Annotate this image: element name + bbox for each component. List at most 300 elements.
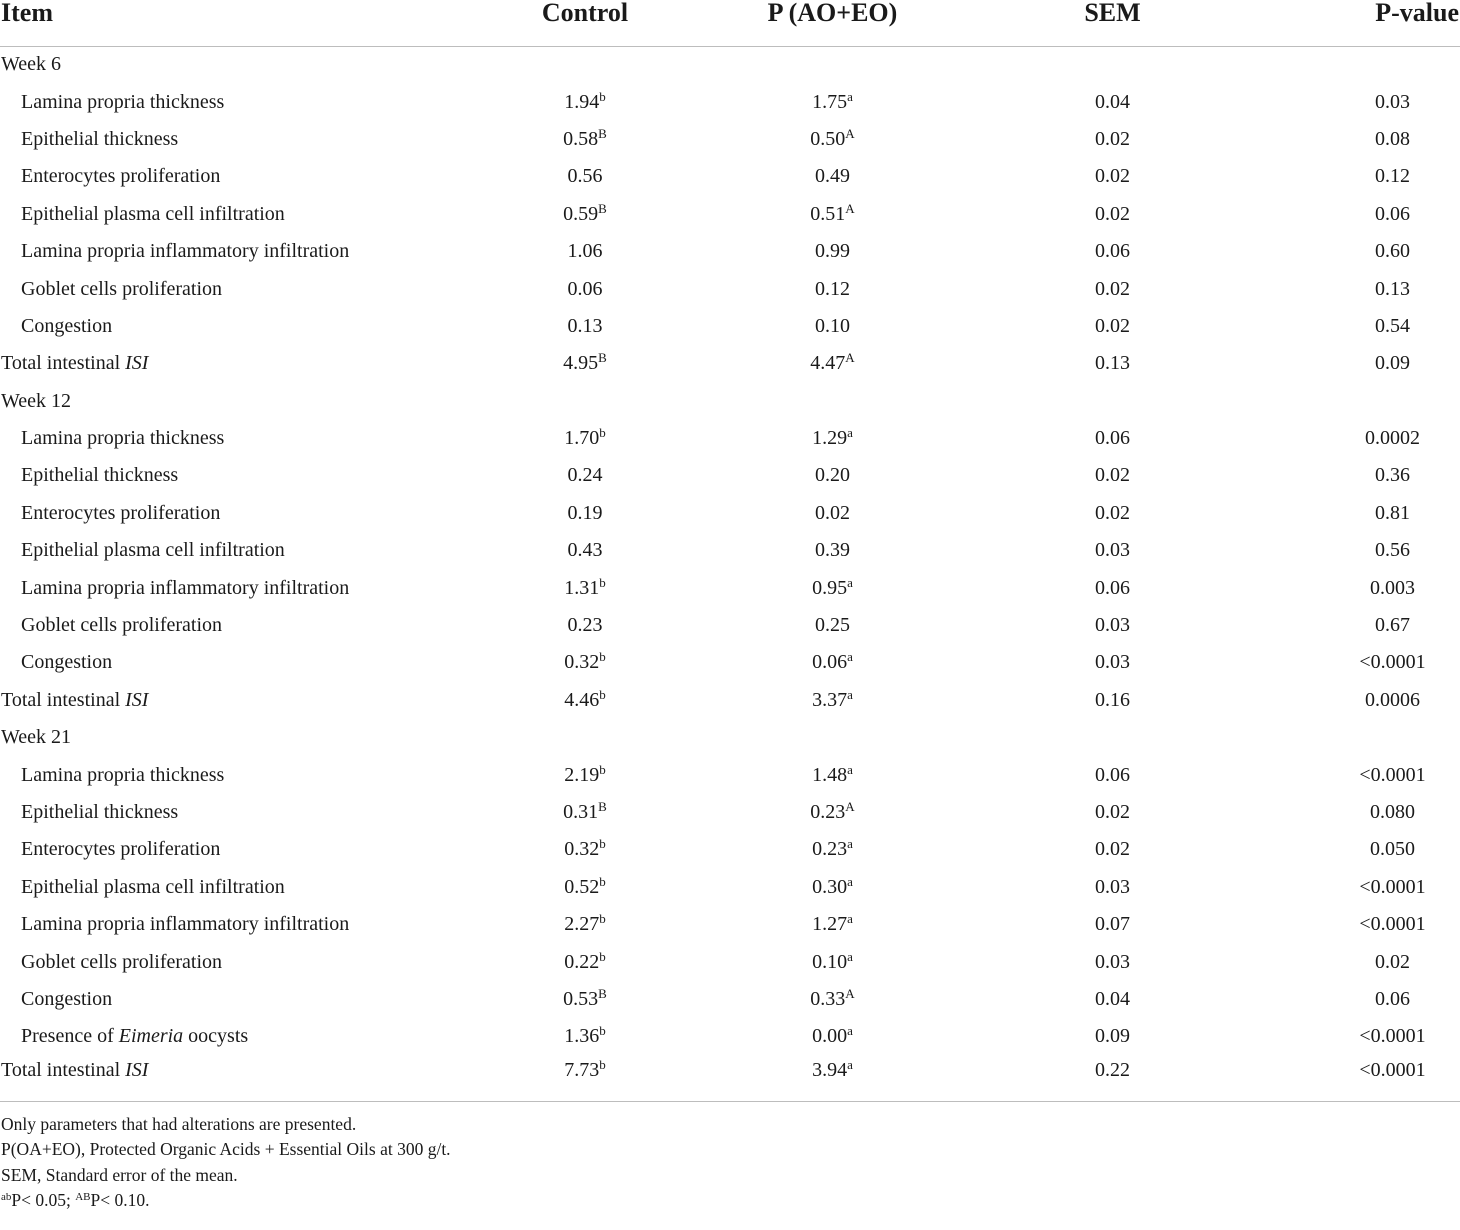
pvalue-value: 0.080 <box>1370 801 1415 823</box>
item-label: Epithelial plasma cell infiltration <box>21 202 285 225</box>
total-label: Total intestinal <box>1 688 121 711</box>
item-label: Congestion <box>21 987 113 1010</box>
sem-cell <box>1040 682 1295 719</box>
item-label: Presence of <box>21 1025 114 1048</box>
treatment-cell <box>745 345 1040 382</box>
footnote-significance <box>1 1188 1460 1214</box>
control-cell-value: 0.23 <box>567 614 603 637</box>
control-cell-superscript: b <box>599 836 606 852</box>
treatment-cell <box>745 532 1040 569</box>
control-cell-superscript: b <box>599 1056 606 1072</box>
pvalue-value: 0.56 <box>1375 539 1410 562</box>
item-cell <box>0 569 455 606</box>
table-row <box>0 308 1460 345</box>
table-row <box>0 644 1460 681</box>
item-cell <box>0 756 455 793</box>
item-label: Lamina propria inflammatory infiltration <box>21 913 350 936</box>
sem-cell <box>1040 121 1295 158</box>
treatment-cell <box>745 121 1040 158</box>
week-label: Week 6 <box>1 53 62 76</box>
pvalue-cell <box>1295 607 1460 644</box>
control-cell <box>455 121 745 158</box>
sem-value: 0.22 <box>1095 1058 1130 1081</box>
item-cell <box>0 495 455 532</box>
pvalue-cell <box>1295 270 1460 307</box>
control-cell-value: 0.32 <box>564 838 600 861</box>
sem-value: 0.02 <box>1095 464 1130 487</box>
control-cell-value: 0.24 <box>567 464 603 487</box>
control-cell <box>455 607 745 644</box>
header-item: Item <box>0 0 455 46</box>
total-label-cell <box>0 345 455 382</box>
control-cell-superscript: b <box>599 761 606 777</box>
treatment-cell <box>745 420 1040 457</box>
total-row <box>0 1056 1460 1093</box>
control-cell-value: 0.58 <box>563 127 599 150</box>
footnote-text: P< 0.05; <box>11 1190 76 1211</box>
item-cell <box>0 308 455 345</box>
header-pvalue: P-value <box>1295 0 1460 46</box>
sem-cell <box>1040 420 1295 457</box>
item-label: Epithelial thickness <box>21 127 179 150</box>
treatment-cell-value: 1.75 <box>812 90 848 113</box>
treatment-cell-superscript: a <box>847 425 853 441</box>
control-cell <box>455 569 745 606</box>
treatment-cell <box>745 1056 1040 1093</box>
control-cell-value: 4.95 <box>563 352 599 375</box>
item-cell <box>0 270 455 307</box>
item-cell <box>0 607 455 644</box>
sem-cell <box>1040 1056 1295 1093</box>
table-row <box>0 83 1460 120</box>
footnote-line: P(OA+EO), Protected Organic Acids + Essential Oils at 300 g/t. <box>1 1139 451 1160</box>
item-label: Epithelial plasma cell infiltration <box>21 875 285 898</box>
pvalue-value: 0.02 <box>1375 950 1410 973</box>
control-cell-value: 1.36 <box>564 1025 600 1048</box>
treatment-cell-value: 0.23 <box>810 801 846 823</box>
treatment-cell <box>745 158 1040 195</box>
item-label: Congestion <box>21 651 113 674</box>
item-label: Goblet cells proliferation <box>21 614 223 637</box>
control-cell-value: 0.52 <box>564 875 600 898</box>
control-cell-superscript: b <box>599 911 606 927</box>
sem-value: 0.06 <box>1095 576 1130 599</box>
sem-cell <box>1040 756 1295 793</box>
sem-value: 0.02 <box>1095 165 1130 188</box>
item-cell <box>0 831 455 868</box>
pvalue-value: <0.0001 <box>1359 763 1426 786</box>
table-row <box>0 869 1460 906</box>
sem-value: 0.04 <box>1095 987 1130 1010</box>
treatment-cell <box>745 756 1040 793</box>
pvalue-value: <0.0001 <box>1359 1058 1426 1081</box>
control-cell-superscript: b <box>599 873 606 889</box>
treatment-cell <box>745 83 1040 120</box>
treatment-cell-superscript: a <box>847 911 853 927</box>
item-cell <box>0 83 455 120</box>
week-label: Week 21 <box>1 726 72 749</box>
control-cell <box>455 196 745 233</box>
pvalue-cell <box>1295 981 1460 1018</box>
control-cell-value: 2.27 <box>564 913 600 936</box>
control-cell-superscript: b <box>599 574 606 590</box>
footnote-text: P< 0.10. <box>90 1190 150 1211</box>
sem-cell <box>1040 569 1295 606</box>
control-cell <box>455 308 745 345</box>
treatment-cell <box>745 607 1040 644</box>
control-cell-value: 1.70 <box>564 427 600 450</box>
sem-value: 0.09 <box>1095 1025 1130 1048</box>
table-row <box>0 1018 1460 1055</box>
sem-cell <box>1040 196 1295 233</box>
control-cell-value: 1.94 <box>564 90 600 113</box>
control-cell <box>455 345 745 382</box>
sem-value: 0.02 <box>1095 314 1130 337</box>
treatment-cell-superscript: a <box>847 686 853 702</box>
item-label: Epithelial thickness <box>21 464 179 487</box>
sem-cell <box>1040 607 1295 644</box>
control-cell <box>455 831 745 868</box>
control-cell-superscript: B <box>598 985 607 1001</box>
treatment-cell-value: 0.33 <box>810 987 846 1010</box>
item-label: Lamina propria inflammatory infiltration <box>21 240 350 263</box>
sem-value: 0.16 <box>1095 688 1130 711</box>
header-control: Control <box>455 0 745 46</box>
pvalue-cell <box>1295 569 1460 606</box>
table-row <box>0 457 1460 494</box>
treatment-cell-superscript: a <box>847 574 853 590</box>
sem-value: 0.07 <box>1095 913 1130 936</box>
control-cell-value: 0.59 <box>563 202 599 225</box>
item-label: Lamina propria thickness <box>21 763 225 786</box>
table-row <box>0 233 1460 270</box>
pvalue-cell <box>1295 906 1460 943</box>
treatment-cell-superscript: a <box>847 873 853 889</box>
header-sem: SEM <box>1040 0 1295 46</box>
control-cell-value: 1.31 <box>564 576 600 599</box>
item-label: Epithelial plasma cell infiltration <box>21 539 285 562</box>
sem-value: 0.03 <box>1095 614 1130 637</box>
treatment-cell-value: 0.49 <box>815 165 850 188</box>
control-cell <box>455 1056 745 1093</box>
item-cell <box>0 532 455 569</box>
treatment-cell-superscript: a <box>847 948 853 964</box>
control-cell <box>455 869 745 906</box>
treatment-cell-superscript: A <box>845 350 855 366</box>
control-cell <box>455 756 745 793</box>
pvalue-value: <0.0001 <box>1359 1025 1426 1048</box>
sem-cell <box>1040 869 1295 906</box>
control-cell-value: 0.32 <box>564 651 600 674</box>
control-cell-superscript: b <box>599 686 606 702</box>
treatment-cell-value: 1.48 <box>812 763 848 786</box>
total-row <box>0 345 1460 382</box>
table-row <box>0 756 1460 793</box>
control-cell-superscript: b <box>599 948 606 964</box>
pvalue-cell <box>1295 532 1460 569</box>
control-cell <box>455 794 745 831</box>
pvalue-value: 0.08 <box>1375 127 1410 150</box>
treatment-cell-superscript: a <box>847 1056 853 1072</box>
treatment-cell <box>745 495 1040 532</box>
control-cell <box>455 420 745 457</box>
pvalue-value: 0.12 <box>1375 165 1410 188</box>
pvalue-cell <box>1295 83 1460 120</box>
sem-value: 0.03 <box>1095 875 1130 898</box>
item-label: Goblet cells proliferation <box>21 277 223 300</box>
table-row <box>0 943 1460 980</box>
item-label: Enterocytes proliferation <box>21 838 221 861</box>
item-label: Goblet cells proliferation <box>21 950 223 973</box>
sem-cell <box>1040 644 1295 681</box>
pvalue-cell <box>1295 308 1460 345</box>
treatment-cell-value: 0.23 <box>812 838 848 861</box>
item-cell <box>0 457 455 494</box>
control-cell-superscript: B <box>598 125 607 141</box>
pvalue-value: 0.06 <box>1375 202 1410 225</box>
pvalue-value: <0.0001 <box>1359 913 1426 936</box>
control-cell-superscript: b <box>599 88 606 104</box>
treatment-cell-value: 3.37 <box>812 688 848 711</box>
item-cell <box>0 981 455 1018</box>
pvalue-cell <box>1295 831 1460 868</box>
item-label: Congestion <box>21 314 113 337</box>
header-treatment: P (AO+EO) <box>745 0 1040 46</box>
sem-cell <box>1040 233 1295 270</box>
sem-value: 0.06 <box>1095 763 1130 786</box>
treatment-cell <box>745 906 1040 943</box>
week-header-row <box>0 383 1460 420</box>
treatment-cell-superscript: A <box>845 799 855 814</box>
control-cell-superscript: B <box>598 350 607 366</box>
item-label-italic: Eimeria <box>118 1025 184 1048</box>
treatment-cell-value: 0.10 <box>815 314 850 337</box>
treatment-cell <box>745 682 1040 719</box>
control-cell-value: 0.19 <box>567 501 603 524</box>
sem-value: 0.02 <box>1095 501 1130 524</box>
treatment-cell-value: 0.30 <box>812 875 848 898</box>
control-cell <box>455 906 745 943</box>
treatment-cell <box>745 457 1040 494</box>
sem-value: 0.02 <box>1095 838 1130 861</box>
item-label-suffix: oocysts <box>188 1025 249 1048</box>
week-header-row <box>0 46 1460 83</box>
sem-value: 0.06 <box>1095 427 1130 450</box>
treatment-cell-value: 0.10 <box>812 950 848 973</box>
treatment-cell-value: 3.94 <box>812 1058 848 1081</box>
pvalue-cell <box>1295 943 1460 980</box>
pvalue-value: 0.050 <box>1370 838 1415 861</box>
sem-value: 0.03 <box>1095 950 1130 973</box>
header-row <box>0 0 1460 46</box>
pvalue-cell <box>1295 682 1460 719</box>
table-row <box>0 158 1460 195</box>
item-cell <box>0 121 455 158</box>
control-cell-value: 0.56 <box>567 165 603 188</box>
treatment-cell-value: 0.39 <box>815 539 850 562</box>
pvalue-value: 0.09 <box>1375 352 1410 375</box>
control-cell <box>455 158 745 195</box>
treatment-cell <box>745 233 1040 270</box>
item-cell <box>0 644 455 681</box>
item-label: Epithelial thickness <box>21 801 179 823</box>
pvalue-value: 0.36 <box>1375 464 1410 487</box>
control-cell-value: 0.31 <box>563 801 599 823</box>
sem-cell <box>1040 495 1295 532</box>
treatment-cell <box>745 308 1040 345</box>
control-cell <box>455 981 745 1018</box>
treatment-cell-value: 1.27 <box>812 913 848 936</box>
pvalue-cell <box>1295 457 1460 494</box>
item-label: Enterocytes proliferation <box>21 165 221 188</box>
pvalue-value: 0.60 <box>1375 240 1410 263</box>
treatment-cell-value: 0.12 <box>815 277 850 300</box>
sem-value: 0.02 <box>1095 202 1130 225</box>
treatment-cell-superscript: a <box>847 761 853 777</box>
total-row <box>0 682 1460 719</box>
item-cell <box>0 420 455 457</box>
sem-cell <box>1040 345 1295 382</box>
treatment-cell-value: 0.50 <box>810 127 846 150</box>
sem-cell <box>1040 457 1295 494</box>
treatment-cell-value: 0.95 <box>812 576 848 599</box>
table-row <box>0 495 1460 532</box>
item-cell <box>0 943 455 980</box>
pvalue-cell <box>1295 196 1460 233</box>
pvalue-cell <box>1295 420 1460 457</box>
total-label: Total intestinal <box>1 1058 121 1081</box>
treatment-cell-superscript: a <box>847 88 853 104</box>
treatment-cell-value: 0.20 <box>815 464 850 487</box>
sem-value: 0.13 <box>1095 352 1130 375</box>
control-cell <box>455 682 745 719</box>
item-label: Enterocytes proliferation <box>21 501 221 524</box>
control-cell <box>455 270 745 307</box>
item-label: Lamina propria inflammatory infiltration <box>21 576 350 599</box>
control-cell-superscript: B <box>598 799 607 814</box>
treatment-cell-value: 0.51 <box>810 202 846 225</box>
pvalue-value: 0.0002 <box>1365 427 1420 450</box>
item-cell <box>0 196 455 233</box>
control-cell-superscript: b <box>599 1023 606 1039</box>
table-body <box>0 46 1460 1093</box>
item-cell <box>0 906 455 943</box>
footnote-sup: ab <box>1 1191 12 1204</box>
sem-cell <box>1040 794 1295 831</box>
pvalue-cell <box>1295 345 1460 382</box>
control-cell <box>455 457 745 494</box>
pvalue-value: 0.67 <box>1375 614 1410 637</box>
item-cell <box>0 869 455 906</box>
treatment-cell <box>745 196 1040 233</box>
table-row <box>0 607 1460 644</box>
control-cell <box>455 644 745 681</box>
week-label: Week 12 <box>1 389 72 412</box>
control-cell-superscript: B <box>598 200 607 216</box>
sem-cell <box>1040 1018 1295 1055</box>
pvalue-cell <box>1295 644 1460 681</box>
sem-cell <box>1040 270 1295 307</box>
control-cell-superscript: b <box>599 649 606 665</box>
treatment-cell-value: 0.00 <box>812 1025 848 1048</box>
week-header-row <box>0 719 1460 756</box>
pvalue-cell <box>1295 233 1460 270</box>
pvalue-cell <box>1295 1056 1460 1093</box>
item-cell <box>0 794 455 831</box>
sem-value: 0.03 <box>1095 539 1130 562</box>
pvalue-value: 0.003 <box>1370 576 1415 599</box>
item-cell <box>0 158 455 195</box>
sem-value: 0.04 <box>1095 90 1130 113</box>
footnote-line: SEM, Standard error of the mean. <box>1 1164 238 1185</box>
pvalue-value: 0.03 <box>1375 90 1410 113</box>
control-cell <box>455 943 745 980</box>
control-cell-value: 0.13 <box>567 314 603 337</box>
control-cell-value: 0.06 <box>567 277 603 300</box>
item-cell <box>0 1018 455 1055</box>
treatment-cell <box>745 1018 1040 1055</box>
treatment-cell <box>745 569 1040 606</box>
treatment-cell-superscript: a <box>847 649 853 665</box>
total-label-cell <box>0 682 455 719</box>
sem-value: 0.06 <box>1095 240 1130 263</box>
control-cell-value: 0.22 <box>564 950 600 973</box>
total-label: Total intestinal <box>1 352 121 375</box>
footnote-line: Only parameters that had alterations are presented. <box>1 1113 357 1134</box>
pvalue-cell <box>1295 1018 1460 1055</box>
pvalue-value: 0.13 <box>1375 277 1410 300</box>
control-cell <box>455 1018 745 1055</box>
control-cell-superscript: b <box>599 425 606 441</box>
control-cell-value: 2.19 <box>564 763 600 786</box>
sem-cell <box>1040 906 1295 943</box>
treatment-cell-superscript: A <box>845 200 855 216</box>
treatment-cell <box>745 869 1040 906</box>
control-cell-value: 1.06 <box>567 240 603 263</box>
table-row <box>0 121 1460 158</box>
treatment-cell <box>745 644 1040 681</box>
treatment-cell-superscript: A <box>845 985 855 1001</box>
total-label-italic: ISI <box>125 1058 149 1081</box>
pvalue-cell <box>1295 794 1460 831</box>
pvalue-cell <box>1295 756 1460 793</box>
sem-value: 0.03 <box>1095 651 1130 674</box>
treatment-cell-value: 1.29 <box>812 427 848 450</box>
pvalue-cell <box>1295 121 1460 158</box>
sem-cell <box>1040 831 1295 868</box>
table-row <box>0 569 1460 606</box>
item-cell <box>0 233 455 270</box>
table-row <box>0 420 1460 457</box>
treatment-cell-value: 4.47 <box>810 352 846 375</box>
pvalue-cell <box>1295 158 1460 195</box>
sem-cell <box>1040 532 1295 569</box>
table-row <box>0 831 1460 868</box>
pvalue-value: 0.0006 <box>1365 688 1420 711</box>
treatment-cell-superscript: A <box>845 125 855 141</box>
control-cell <box>455 532 745 569</box>
table-row <box>0 981 1460 1018</box>
treatment-cell <box>745 270 1040 307</box>
treatment-cell <box>745 794 1040 831</box>
treatment-cell-superscript: a <box>847 1023 853 1039</box>
sem-cell <box>1040 83 1295 120</box>
sem-cell <box>1040 158 1295 195</box>
control-cell <box>455 83 745 120</box>
total-label-italic: ISI <box>125 688 149 711</box>
control-cell-value: 7.73 <box>564 1058 600 1081</box>
sem-cell <box>1040 943 1295 980</box>
